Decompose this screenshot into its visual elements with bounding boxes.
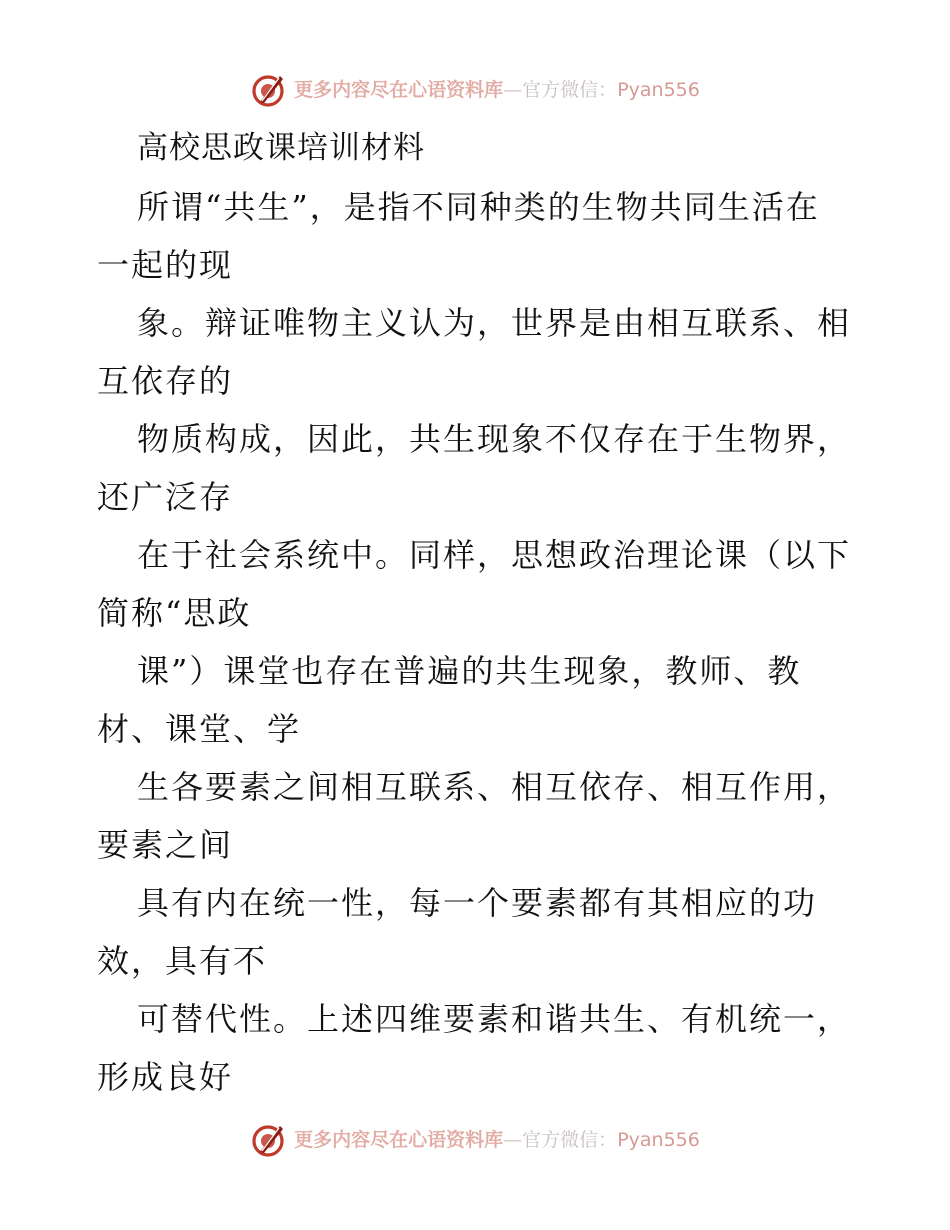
body-line: 一起的现 (97, 246, 234, 284)
quill-logo-icon (250, 72, 286, 108)
body-line: 要素之间 (97, 826, 234, 864)
watermark-wechat-label: 官方微信： (522, 78, 618, 101)
watermark-text (294, 1128, 700, 1151)
body-line: 所谓“共生”，是指不同种类的生物共同生活在 (137, 188, 820, 226)
watermark-dash: — (503, 78, 523, 101)
document-title: 高校思政课培训材料 (137, 130, 425, 166)
body-line: 在于社会系统中。同样，思想政治理论课（以下 (137, 536, 852, 574)
body-line: 可替代性。上述四维要素和谐共生、有机统一， (137, 1000, 852, 1038)
watermark-wechat-id: Pyan556 (617, 1128, 700, 1151)
header-watermark (0, 68, 950, 112)
watermark-dash: — (503, 1128, 523, 1151)
document-body (97, 178, 887, 1106)
body-line: 还广泛存 (97, 478, 234, 516)
body-line: 简称“思政 (97, 594, 252, 632)
body-line: 材、课堂、学 (97, 710, 302, 748)
quill-logo-icon (250, 1122, 286, 1158)
body-line: 物质构成，因此，共生现象不仅存在于生物界， (137, 420, 852, 458)
body-line: 课”）课堂也存在普遍的共生现象，教师、教 (137, 652, 802, 690)
body-line: 形成良好 (97, 1058, 234, 1096)
body-line: 象。辩证唯物主义认为，世界是由相互联系、相 (137, 304, 852, 342)
watermark-text (294, 78, 700, 101)
watermark-wechat-id: Pyan556 (617, 78, 700, 101)
footer-watermark (0, 1118, 950, 1162)
watermark-wechat-label: 官方微信： (522, 1128, 618, 1151)
watermark-site-text: 更多内容尽在心语资料库 (294, 78, 504, 101)
body-line: 生各要素之间相互联系、相互依存、相互作用， (137, 768, 852, 806)
body-line: 具有内在统一性，每一个要素都有其相应的功 (137, 884, 818, 922)
watermark-site-text: 更多内容尽在心语资料库 (294, 1128, 504, 1151)
body-line: 效，具有不 (97, 942, 268, 980)
body-line: 互依存的 (97, 362, 234, 400)
